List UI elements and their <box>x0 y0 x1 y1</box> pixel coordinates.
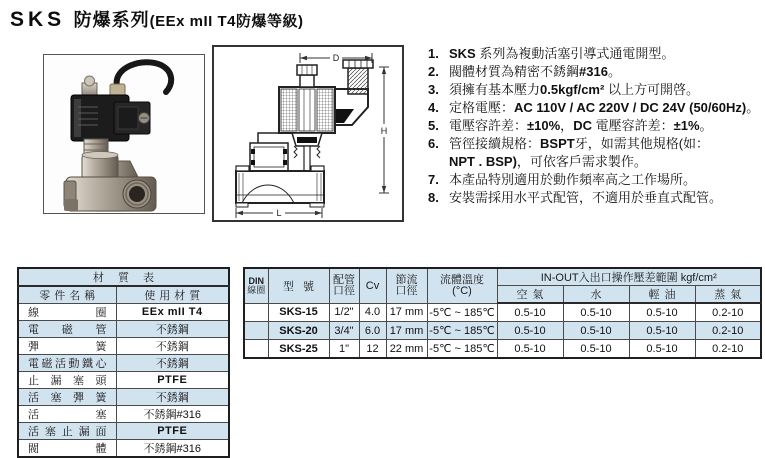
stem <box>304 146 310 172</box>
material-cell: 不銹鋼#316 <box>116 406 229 423</box>
fluid-temp-cell: -5℃ ~ 185℃ <box>427 303 497 322</box>
feature-text: 電壓容許差：±10%，DC 電壓容許差：±1%。 <box>449 118 713 133</box>
material-used-header: 使用材質 <box>116 286 229 304</box>
protection-grade: (EEx mII T4防爆等級) <box>149 13 304 30</box>
dimensional-drawing-frame <box>212 45 404 222</box>
part-name-cell: 閥體 <box>18 440 116 458</box>
part-name-cell: 止漏塞頭 <box>18 372 116 389</box>
spec-table <box>243 267 762 359</box>
material-cell: PTFE <box>116 372 229 389</box>
material-row <box>18 304 229 321</box>
material-table-title-row <box>18 268 229 286</box>
material-cell: 不銹鋼 <box>116 389 229 406</box>
feature-number: 4. <box>428 100 439 115</box>
pipe-size-cell: 1/2" <box>329 303 359 322</box>
dim-label-l: L <box>276 208 282 218</box>
material-cell: 不銹鋼 <box>116 321 229 338</box>
din-cell <box>244 303 268 322</box>
fluid-temp-header: 流體溫度 (°C) <box>427 268 497 303</box>
pipe-size-cell: 3/4" <box>329 322 359 340</box>
din-cell <box>244 322 268 340</box>
feature-text: SKS 系列為複動活塞引導式通電開型。 <box>449 46 675 61</box>
cv-header: Cv <box>359 268 386 303</box>
feature-number: 7. <box>428 172 439 187</box>
feature-item <box>428 45 762 63</box>
pressure-cell: 0.2-10 <box>695 340 761 359</box>
material-row <box>18 423 229 440</box>
feature-text: 安裝需採用水平式配管，不適用於垂直式配管。 <box>449 190 723 205</box>
spec-row <box>244 340 761 359</box>
series-name: 防爆系列 <box>73 10 150 30</box>
material-row <box>18 440 229 458</box>
spec-header-row-1 <box>244 268 761 286</box>
feature-text: 定格電壓：AC 110V / AC 220V / DC 24V (50/60Hz)。 <box>449 100 760 115</box>
spec-table-body <box>244 303 761 358</box>
material-table-title: 材質表 <box>18 268 229 286</box>
valve-cross-section-drawing <box>214 47 402 220</box>
solenoid-valve-photo <box>44 55 204 213</box>
feature-text: 本產品特別適用於動作頻率高之工作場所。 <box>449 172 697 187</box>
feature-item <box>428 135 762 171</box>
material-row <box>18 389 229 406</box>
material-cell: PTFE <box>116 423 229 440</box>
part-name-header: 零件名稱 <box>18 286 116 304</box>
feature-text: 閥體材質為精密不銹鋼#316。 <box>449 64 621 79</box>
material-table-header-row <box>18 286 229 304</box>
model-cell: SKS-20 <box>268 322 329 340</box>
feature-item <box>428 117 762 135</box>
part-name-cell: 彈簧 <box>18 338 116 355</box>
coil-label: 線圈 <box>247 284 266 295</box>
orifice-header: 節流 口徑 <box>386 268 427 303</box>
pressure-cell: 0.2-10 <box>695 322 761 340</box>
media-header-water: 水 <box>563 286 629 304</box>
part-name-cell: 電磁活動鐵心 <box>18 355 116 372</box>
brand-name: SKS <box>10 8 66 31</box>
material-table <box>17 267 230 458</box>
part-name-cell: 活塞 <box>18 406 116 423</box>
feature-item <box>428 99 762 117</box>
pressure-cell: 0.5-10 <box>497 340 563 359</box>
feature-text: 須擁有基本壓力0.5kgf/cm² 以上方可開啓。 <box>449 82 699 97</box>
feature-number: 1. <box>428 46 439 61</box>
material-row <box>18 372 229 389</box>
din-coil-header <box>244 268 268 303</box>
feature-number: 3. <box>428 82 439 97</box>
product-photo-frame <box>43 54 205 214</box>
pressure-cell: 0.5-10 <box>629 303 695 322</box>
din-label: DIN <box>248 275 264 286</box>
spec-row <box>244 303 761 322</box>
dim-label-h: H <box>380 126 388 136</box>
feature-number: 8. <box>428 190 439 205</box>
pressure-cell: 0.2-10 <box>695 303 761 322</box>
material-row <box>18 321 229 338</box>
model-cell: SKS-15 <box>268 303 329 322</box>
fluid-temp-cell: -5℃ ~ 185℃ <box>427 322 497 340</box>
media-header-air: 空氣 <box>497 286 563 304</box>
part-name-cell: 活塞止漏面 <box>18 423 116 440</box>
din-cell <box>244 340 268 359</box>
pipe-size-header: 配管 口徑 <box>329 268 359 303</box>
pressure-cell: 0.5-10 <box>629 340 695 359</box>
cv-cell: 6.0 <box>359 322 386 340</box>
pressure-cell: 0.5-10 <box>563 340 629 359</box>
material-row <box>18 338 229 355</box>
material-cell: 不銹鋼 <box>116 338 229 355</box>
feature-number: 6. <box>428 136 439 151</box>
feature-number: 2. <box>428 64 439 79</box>
material-row <box>18 355 229 372</box>
pipe-size-cell: 1" <box>329 340 359 359</box>
orifice-cell: 17 mm <box>386 303 427 322</box>
material-table-body <box>18 304 229 458</box>
model-cell: SKS-25 <box>268 340 329 359</box>
media-header-light-oil: 輕油 <box>629 286 695 304</box>
pressure-cell: 0.5-10 <box>497 303 563 322</box>
media-header-steam: 蒸氣 <box>695 286 761 304</box>
part-name-cell: 線圈 <box>18 304 116 321</box>
feature-item <box>428 171 762 189</box>
pressure-cell: 0.5-10 <box>497 322 563 340</box>
fluid-temp-cell: -5℃ ~ 185℃ <box>427 340 497 359</box>
feature-item <box>428 81 762 99</box>
feature-text: 管徑接續規格：BSPT牙，如需其他規格(如： NPT . BSP)，可依客戶需求製作。 <box>449 136 710 169</box>
spec-row <box>244 322 761 340</box>
pressure-range-header: IN-OUT入出口操作壓差範圍 kgf/cm² <box>497 268 761 286</box>
dim-label-d: D <box>332 53 340 63</box>
feature-list <box>428 45 762 207</box>
material-row <box>18 406 229 423</box>
feature-number: 5. <box>428 118 439 133</box>
page-title <box>10 6 304 32</box>
cv-cell: 12 <box>359 340 386 359</box>
material-cell: 不銹鋼 <box>116 355 229 372</box>
pressure-cell: 0.5-10 <box>629 322 695 340</box>
material-cell: 不銹鋼#316 <box>116 440 229 458</box>
cv-cell: 4.0 <box>359 303 386 322</box>
orifice-cell: 17 mm <box>386 322 427 340</box>
material-cell: EEx mII T4 <box>116 304 229 321</box>
part-name-cell: 電磁管 <box>18 321 116 338</box>
pressure-cell: 0.5-10 <box>563 303 629 322</box>
pressure-cell: 0.5-10 <box>563 322 629 340</box>
terminal-box <box>348 68 368 94</box>
model-header: 型號 <box>268 268 329 303</box>
feature-item <box>428 189 762 207</box>
part-name-cell: 活塞彈簧 <box>18 389 116 406</box>
feature-item <box>428 63 762 81</box>
orifice-cell: 22 mm <box>386 340 427 359</box>
body-section <box>236 171 324 203</box>
